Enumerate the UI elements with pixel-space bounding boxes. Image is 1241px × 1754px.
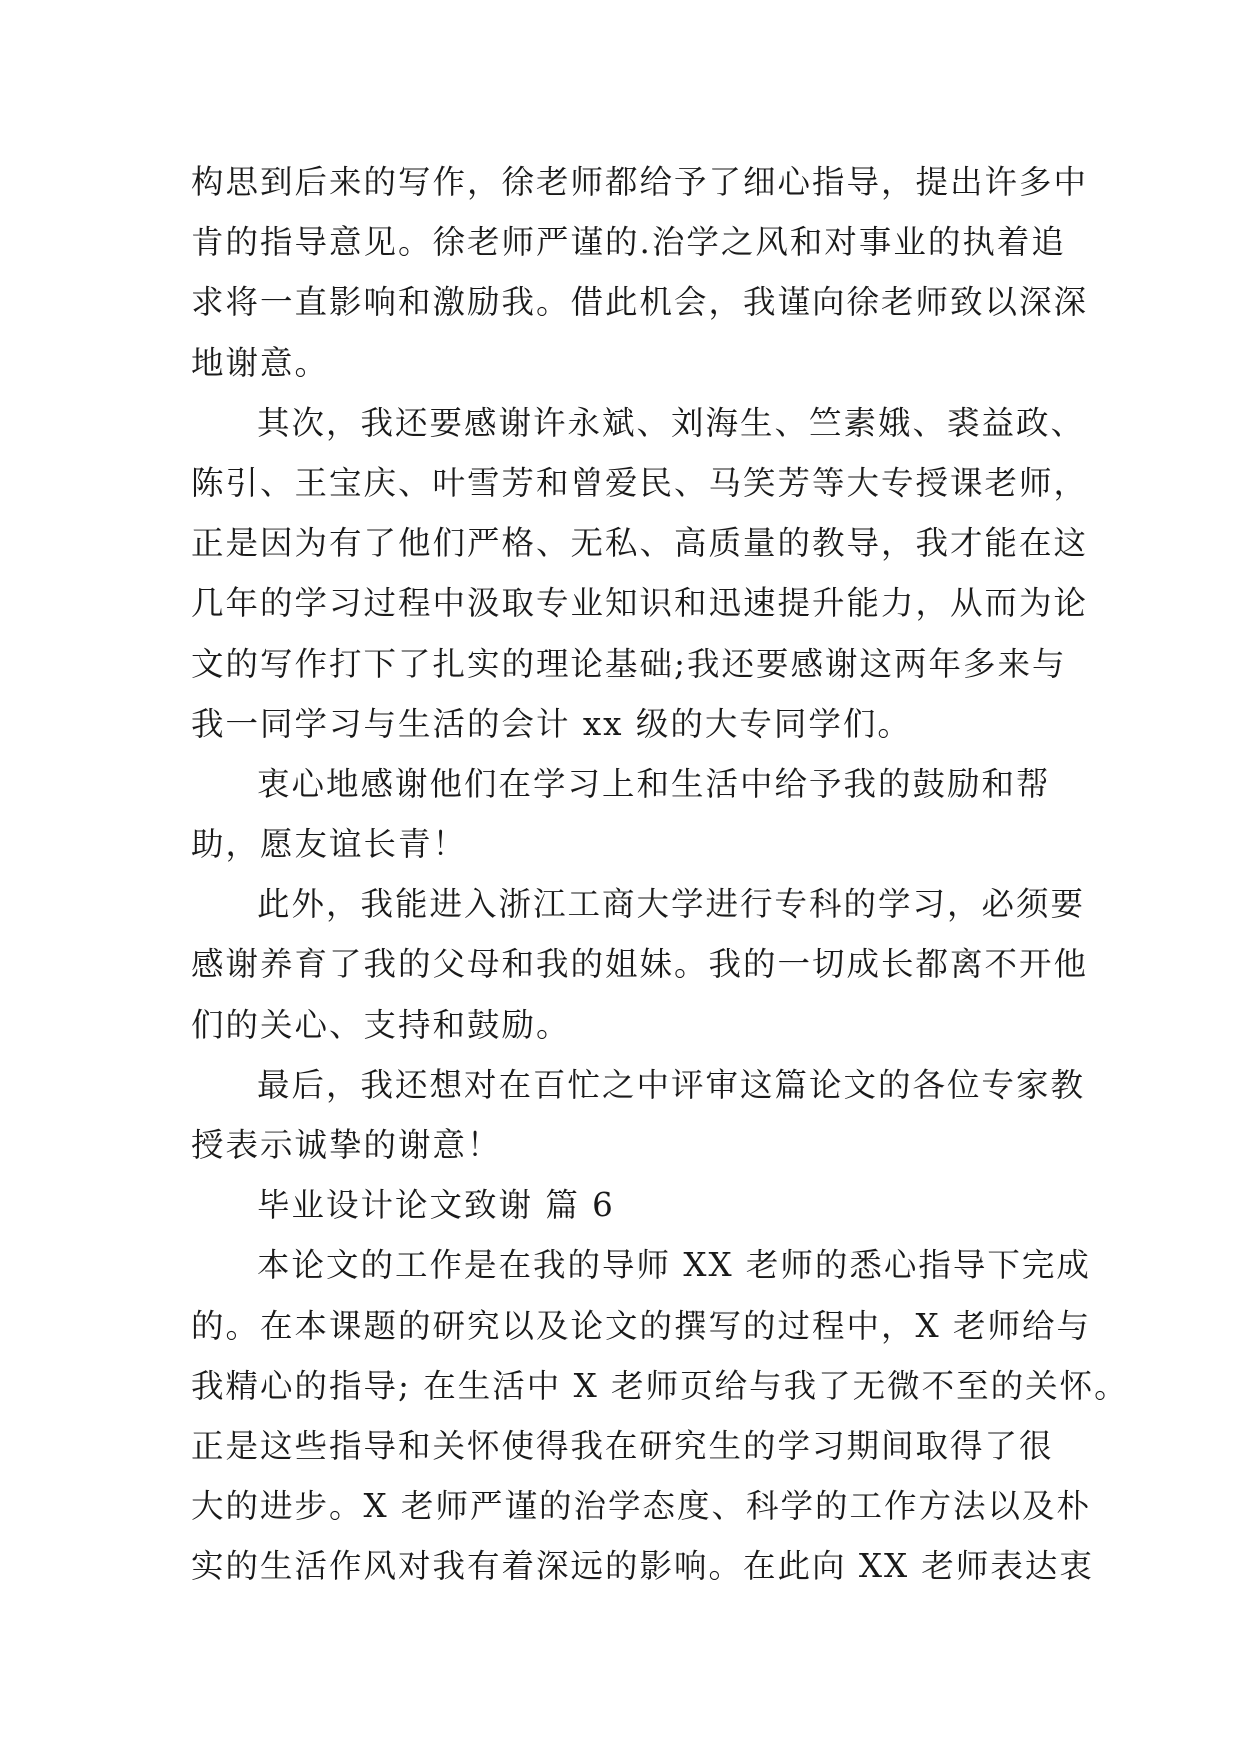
text-line: 的。在本课题的研究以及论文的撰写的过程中，X 老师给与 bbox=[191, 1306, 1091, 1345]
text-line: 地谢意。 bbox=[191, 343, 330, 382]
text-line: 陈引、王宝庆、叶雪芳和曾爱民、马笑芳等大专授课老师， bbox=[191, 463, 1089, 502]
text-line: 文的写作打下了扎实的理论基础;我还要感谢这两年多来与 bbox=[191, 644, 1067, 683]
text-line: 助，愿友谊长青！ bbox=[191, 825, 468, 864]
text-line: 正是因为有了他们严格、无私、高质量的教导，我才能在这 bbox=[191, 524, 1089, 563]
text-line: 感谢养育了我的父母和我的姐妹。我的一切成长都离不开他 bbox=[191, 945, 1089, 984]
text-line: 其次，我还要感谢许永斌、刘海生、竺素娥、裘益政、 bbox=[257, 403, 1086, 442]
text-line: 正是这些指导和关怀使得我在研究生的学习期间取得了很 bbox=[191, 1426, 1054, 1465]
text-line: 实的生活作风对我有着深远的影响。在此向 XX 老师表达衷 bbox=[191, 1547, 1094, 1586]
text-line: 几年的学习过程中汲取专业知识和迅速提升能力，从而为论 bbox=[191, 584, 1089, 623]
text-line: 本论文的工作是在我的导师 XX 老师的悉心指导下完成 bbox=[257, 1246, 1091, 1285]
text-line: 我一同学习与生活的会计 xx 级的大专同学们。 bbox=[191, 704, 912, 743]
text-line: 毕业设计论文致谢 篇 6 bbox=[257, 1186, 615, 1225]
text-line: 衷心地感谢他们在学习上和生活中给予我的鼓励和帮 bbox=[257, 764, 1051, 803]
text-line: 我精心的指导; 在生活中 X 老师页给与我了无微不至的关怀。 bbox=[191, 1366, 1129, 1405]
text-line: 构思到后来的写作，徐老师都给予了细心指导，提出许多中 bbox=[191, 163, 1089, 201]
text-line: 求将一直影响和激励我。借此机会，我谨向徐老师致以深深 bbox=[191, 283, 1089, 322]
text-line: 们的关心、支持和鼓励。 bbox=[191, 1005, 571, 1044]
text-line: 大的进步。X 老师严谨的治学态度、科学的工作方法以及朴 bbox=[191, 1487, 1091, 1526]
text-line: 授表示诚挚的谢意！ bbox=[191, 1126, 502, 1164]
text-line: 最后，我还想对在百忙之中评审这篇论文的各位专家教 bbox=[257, 1065, 1086, 1104]
text-line: 此外，我能进入浙江工商大学进行专科的学习，必须要 bbox=[257, 885, 1086, 924]
text-line: 肯的指导意见。徐老师严谨的.治学之风和对事业的执着追 bbox=[191, 223, 1066, 262]
document-body bbox=[191, 152, 1129, 1597]
